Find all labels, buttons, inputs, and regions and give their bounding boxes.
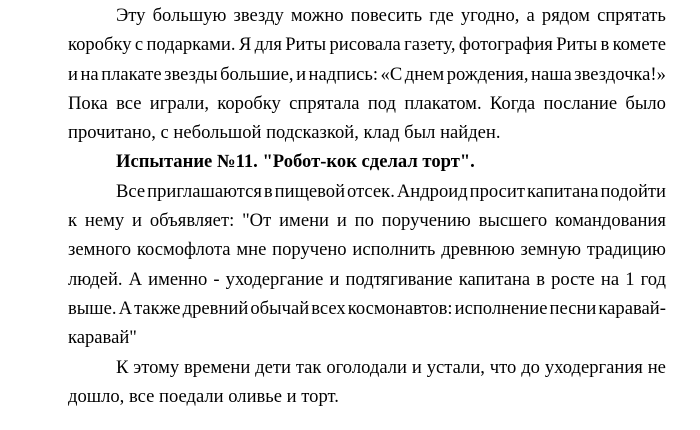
text-line xyxy=(68,294,666,323)
word: уходергания xyxy=(544,356,643,378)
word: мне xyxy=(236,239,267,261)
word: песни xyxy=(549,297,597,319)
word: древний xyxy=(182,297,249,319)
word: по xyxy=(354,210,374,232)
word: все xyxy=(116,92,142,114)
word: Пока xyxy=(68,92,108,114)
word: традицию xyxy=(586,239,666,261)
word: плакатом. xyxy=(404,92,482,114)
word: выше. xyxy=(68,297,117,319)
word: подойти xyxy=(600,180,666,202)
word: просит xyxy=(469,180,526,202)
word: древнюю xyxy=(441,239,515,261)
word: космофлота xyxy=(136,239,231,261)
word: подарками. xyxy=(146,34,236,56)
word: и xyxy=(296,63,307,85)
word: пищевой xyxy=(274,180,346,202)
word: исполнить xyxy=(352,239,436,261)
word: газету, xyxy=(404,34,456,56)
word: "От xyxy=(242,210,272,232)
word: в xyxy=(263,180,273,202)
paragraph-stars xyxy=(68,1,666,147)
word: послание xyxy=(543,92,618,114)
word: земного xyxy=(68,239,132,261)
document-page xyxy=(68,0,666,411)
word: повесить xyxy=(350,5,423,26)
word: до xyxy=(521,356,540,378)
word: играли, xyxy=(149,92,209,114)
word: в xyxy=(536,268,546,290)
word: исполнение xyxy=(454,297,548,319)
text-line xyxy=(68,89,666,118)
word: днем xyxy=(404,63,445,85)
text-line xyxy=(68,1,666,30)
word: «С xyxy=(380,63,403,85)
word: плакате xyxy=(101,63,162,85)
word: всех xyxy=(311,297,346,319)
word: также xyxy=(134,297,181,319)
word: объявляет: xyxy=(149,210,235,232)
text-line: дошло, все поедали оливье и торт. xyxy=(68,385,339,407)
word: и xyxy=(68,63,78,85)
word: на xyxy=(600,268,620,290)
word: росте xyxy=(551,268,595,290)
word: именно xyxy=(148,268,208,290)
word: Эту xyxy=(116,5,146,26)
word: что xyxy=(489,356,517,378)
word: звездочка!» xyxy=(574,63,666,85)
word: рисовала xyxy=(329,34,401,56)
word: людей. xyxy=(68,268,123,290)
word: - xyxy=(213,268,220,290)
word: отсек. xyxy=(347,180,395,202)
word: и xyxy=(329,268,340,290)
word: космонавтов: xyxy=(347,297,453,319)
word: в xyxy=(600,34,610,56)
word: имени xyxy=(279,210,329,232)
word: угодно, xyxy=(460,5,520,26)
word: а xyxy=(526,5,535,26)
word: коробку xyxy=(217,92,281,114)
text-line xyxy=(68,265,666,294)
text-line: каравай" xyxy=(68,327,137,349)
word: поручению xyxy=(381,210,471,232)
word: нему xyxy=(84,210,125,232)
text-line xyxy=(68,235,666,264)
word: рождения, xyxy=(446,63,529,85)
word: капитана xyxy=(458,268,531,290)
word: каравай- xyxy=(598,297,666,319)
word: фотография xyxy=(458,34,553,56)
word: Когда xyxy=(489,92,536,114)
word: Андроид xyxy=(396,180,468,202)
word: под xyxy=(367,92,397,114)
word: А xyxy=(118,297,132,319)
word: спрятала xyxy=(289,92,360,114)
word: и xyxy=(336,210,347,232)
word: и xyxy=(411,356,422,378)
text-line xyxy=(68,206,666,235)
word: спрятать xyxy=(597,5,666,26)
text-line xyxy=(68,60,666,89)
word: год xyxy=(640,268,666,290)
word: можно xyxy=(290,5,344,26)
word: на xyxy=(80,63,99,85)
word: дети xyxy=(255,356,291,378)
text-line xyxy=(68,177,666,206)
word: Я xyxy=(238,34,252,56)
word: капитана xyxy=(527,180,599,202)
word: подтягивание xyxy=(345,268,453,290)
word: Риты xyxy=(285,34,327,56)
word: обычай xyxy=(250,297,310,319)
word: уходергание xyxy=(225,268,324,290)
word: звезды xyxy=(164,63,218,85)
word: где xyxy=(429,5,454,26)
paragraph-android xyxy=(68,177,666,353)
word: большие, xyxy=(220,63,294,85)
word: надпись: xyxy=(308,63,378,85)
word: поручено xyxy=(272,239,347,261)
word: и xyxy=(132,210,142,232)
word: коробку xyxy=(68,34,132,56)
word: земную xyxy=(520,239,582,261)
section-heading: Испытание №11. "Робот-кок сделал торт". xyxy=(116,151,475,173)
word: оголодали xyxy=(326,356,408,378)
word: к xyxy=(68,210,78,232)
word: К xyxy=(116,356,129,378)
word: А xyxy=(128,268,143,290)
word: высшего xyxy=(478,210,548,232)
word: рядом xyxy=(541,5,590,26)
word: звезду xyxy=(233,5,284,26)
word: времени xyxy=(184,356,251,378)
word: Все xyxy=(116,180,146,202)
word: большую xyxy=(152,5,227,26)
paragraph-ending xyxy=(68,353,666,412)
word: с xyxy=(134,34,144,56)
word: 1 xyxy=(625,268,635,290)
word: приглашаются xyxy=(147,180,262,202)
text-line: прочитано, с небольшой подсказкой, клад был найден. xyxy=(68,122,501,144)
word: комете xyxy=(612,34,666,56)
word: было xyxy=(625,92,666,114)
word: командования xyxy=(555,210,666,232)
text-line xyxy=(68,30,666,59)
word: Риты xyxy=(556,34,598,56)
word: так xyxy=(295,356,322,378)
word: не xyxy=(647,356,666,378)
word: для xyxy=(254,34,282,56)
word: этому xyxy=(133,356,180,378)
word: устали, xyxy=(426,356,485,378)
text-line xyxy=(68,353,666,382)
word: наша xyxy=(531,63,572,85)
